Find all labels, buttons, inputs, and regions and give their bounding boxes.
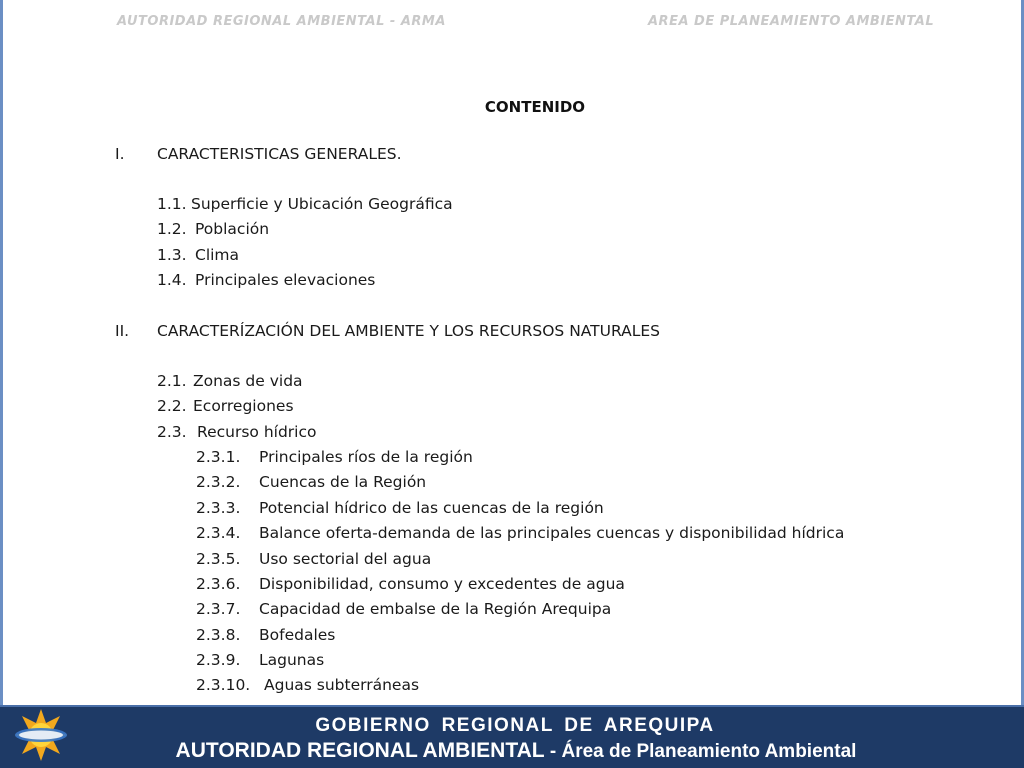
- toc-item: [157, 246, 239, 264]
- toc-text: Bofedales: [259, 626, 336, 644]
- page-title: CONTENIDO: [484, 98, 586, 116]
- toc-text: Superficie y Ubicación Geográfica: [191, 195, 453, 213]
- toc-text: Balance oferta-demanda de las principales cuencas y disponibilidad hídrica: [259, 524, 845, 542]
- toc-item: [157, 195, 453, 213]
- toc-subitem: [196, 676, 419, 694]
- toc-text: Recurso hídrico: [197, 423, 317, 441]
- toc-section-2: [115, 322, 660, 340]
- toc-text: Potencial hídrico de las cuencas de la región: [259, 499, 604, 517]
- toc-number: I.: [115, 145, 125, 163]
- toc-text: Población: [195, 220, 270, 238]
- slide-page: [3, 0, 1021, 705]
- toc-subitem: [196, 651, 324, 669]
- toc-number: 2.3.9.: [196, 651, 241, 669]
- toc-text: Principales ríos de la región: [259, 448, 473, 466]
- toc-subitem: [196, 626, 335, 644]
- footer-area: - Área de Planeamiento Ambiental: [544, 741, 857, 762]
- toc-subitem: [196, 499, 604, 517]
- toc-text: CARACTERISTICAS GENERALES.: [157, 145, 402, 163]
- toc-number: 2.3.4.: [196, 524, 241, 542]
- footer-title: GOBIERNO REGIONAL DE AREQUIPA: [315, 715, 715, 736]
- toc-number: 2.3.10.: [196, 676, 251, 694]
- toc-text: Cuencas de la Región: [259, 473, 427, 491]
- toc-text: Zonas de vida: [193, 372, 303, 390]
- toc-subitem: [196, 448, 473, 466]
- toc-number: 2.3.7.: [196, 600, 241, 618]
- footer-banner: [0, 705, 1024, 768]
- toc-subitem: [196, 550, 431, 568]
- toc-number: II.: [115, 322, 130, 340]
- footer-authority: AUTORIDAD REGIONAL AMBIENTAL: [175, 739, 545, 762]
- toc-number: 2.1.: [157, 372, 187, 390]
- toc-subitem: [196, 600, 611, 618]
- toc-item: [157, 397, 294, 415]
- toc-item: [157, 271, 375, 289]
- toc-text: Aguas subterráneas: [264, 676, 420, 694]
- toc-subitem: [196, 524, 844, 542]
- toc-text: Principales elevaciones: [195, 271, 376, 289]
- sun-logo-icon: [8, 708, 74, 762]
- toc-subitem: [196, 575, 625, 593]
- toc-number: 2.3.6.: [196, 575, 241, 593]
- footer-subtitle: [0, 739, 1024, 763]
- toc-item: [157, 372, 303, 390]
- toc-text: CARACTERÍZACIÓN DEL AMBIENTE Y LOS RECURSOS NATURALES: [157, 322, 661, 340]
- toc-number: 1.3.: [157, 246, 187, 264]
- toc-text: Uso sectorial del agua: [259, 550, 432, 568]
- toc-number: 1.2.: [157, 220, 187, 238]
- toc-text: Clima: [195, 246, 240, 264]
- toc-section-1: [115, 145, 402, 163]
- toc-number: 2.3.: [157, 423, 187, 441]
- toc-number: 2.3.8.: [196, 626, 241, 644]
- toc-item: [157, 220, 269, 238]
- toc-number: 2.3.3.: [196, 499, 241, 517]
- toc-number: 2.3.5.: [196, 550, 241, 568]
- header-right: AREA DE PLANEAMIENTO AMBIENTAL: [648, 14, 935, 29]
- toc-item: [157, 423, 316, 441]
- toc-number: 2.3.2.: [196, 473, 241, 491]
- toc-text: Disponibilidad, consumo y excedentes de agua: [259, 575, 625, 593]
- toc-number: 1.1.: [157, 195, 187, 213]
- toc-subitem: [196, 473, 426, 491]
- toc-text: Ecorregiones: [193, 397, 294, 415]
- toc-text: Lagunas: [259, 651, 325, 669]
- toc-text: Capacidad de embalse de la Región Arequipa: [259, 600, 612, 618]
- toc-number: 2.3.1.: [196, 448, 241, 466]
- toc-number: 1.4.: [157, 271, 187, 289]
- toc-number: 2.2.: [157, 397, 187, 415]
- header-left: AUTORIDAD REGIONAL AMBIENTAL - ARMA: [117, 14, 446, 29]
